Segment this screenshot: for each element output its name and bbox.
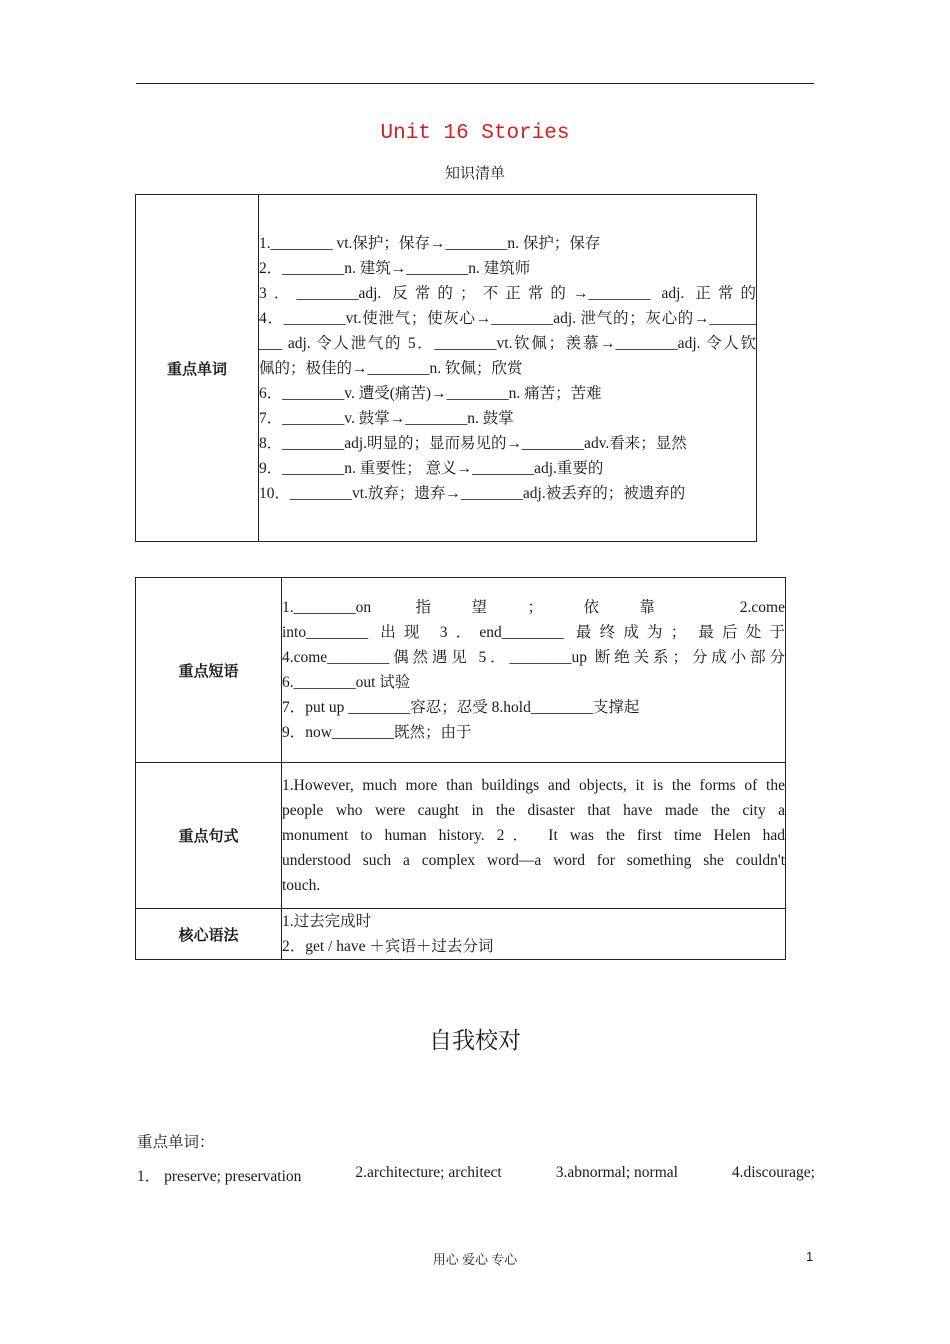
vocab-line: 8．________adj.明显的；显而易见的→________adv.看来；显然 [259, 434, 687, 452]
sentence-line: understood such a complex word—a word for something she couldn't [282, 852, 785, 869]
phrases-lines [282, 578, 785, 745]
grammar-lines [282, 909, 785, 959]
phrase-line: 7．put up ________容忍；忍受 8.hold________支撑起 [282, 699, 640, 716]
vocab-line: 2．________n. 建筑→________n. 建筑师 [259, 259, 531, 277]
sentence-line: monument to human history. 2． It was the first time Helen had [282, 827, 785, 844]
page-title: Unit 16 Stories [380, 122, 570, 145]
self-check-section-label: 重点单词： [137, 1134, 215, 1151]
sentence-line: 1.However, much more than buildings and objects, it is the forms of the [282, 777, 785, 794]
grammar-cell [282, 909, 786, 960]
vocab-line: 1.________ vt.保护；保存→________n. 保护；保存 [259, 234, 601, 252]
sentence-line: people who were caught in the disaster that have made the city a [282, 802, 785, 819]
sentences-label: 重点句式 [136, 763, 282, 909]
vocab-line: 3．________adj. 反常的；不正常的→________ adj. 正常的 [259, 284, 756, 302]
page-number: 1 [806, 1249, 814, 1264]
phrase-line: 9．now________既然；由于 [282, 724, 472, 741]
phrase-line: 4.come________偶然遇见 5．________up 断绝关系；分成小部分 [282, 649, 785, 666]
phrases-cell [282, 578, 786, 763]
vocabulary-label: 重点单词 [136, 195, 259, 542]
vocabulary-cell [259, 195, 757, 542]
vocab-line: 佩的；极佳的→________n. 钦佩；欣赏 [259, 359, 523, 377]
grammar-label: 核心语法 [136, 909, 282, 960]
phrases-label: 重点短语 [136, 578, 282, 763]
header-rule [136, 83, 814, 84]
answer-item: 1． preserve; preservation [137, 1168, 302, 1185]
grammar-line: 2．get / have ＋宾语＋过去分词 [282, 938, 494, 955]
sentences-cell [282, 763, 786, 909]
vocab-line: 6．________v. 遭受(痛苦)→________n. 痛苦；苦难 [259, 384, 602, 402]
summary-table [135, 577, 786, 960]
page-subtitle: 知识清单 [444, 166, 505, 182]
vocabulary-lines [259, 207, 756, 530]
vocabulary-table [135, 194, 757, 542]
vocab-line: 7．________v. 鼓掌→________n. 鼓掌 [259, 409, 514, 427]
answer-item: 4.discourage; [731, 1164, 815, 1181]
grammar-line: 1.过去完成时 [282, 913, 372, 930]
self-check-title: 自我校对 [429, 1028, 521, 1053]
vocab-line: 4．________vt.使泄气；使灰心→________adj. 泄气的；灰心的→______ [259, 309, 756, 327]
phrase-line: 1.________on 指望；依靠 2.come [282, 599, 785, 616]
vocab-line: ___ adj. 令人泄气的 5．________vt.钦佩；羡慕→________adj. 令人钦 [259, 334, 756, 352]
footer-text: 用心 爱心 专心 [432, 1252, 518, 1267]
vocab-line: 10．________vt.放弃；遗弃→________adj.被丢弃的；被遗弃的 [259, 484, 686, 502]
phrase-line: 6.________out 试验 [282, 674, 411, 691]
phrase-line: into________ 出现 3．end________ 最终成为； 最后处于 [282, 624, 785, 641]
answer-item: 2.architecture; architect [355, 1164, 502, 1181]
answer-item: 3.abnormal; normal [555, 1164, 678, 1181]
sentence-line: touch. [282, 877, 321, 894]
vocab-line: 9．________n. 重要性； 意义→________adj.重要的 [259, 459, 604, 477]
answer-line [137, 1164, 815, 1186]
sentence-lines [282, 773, 785, 898]
